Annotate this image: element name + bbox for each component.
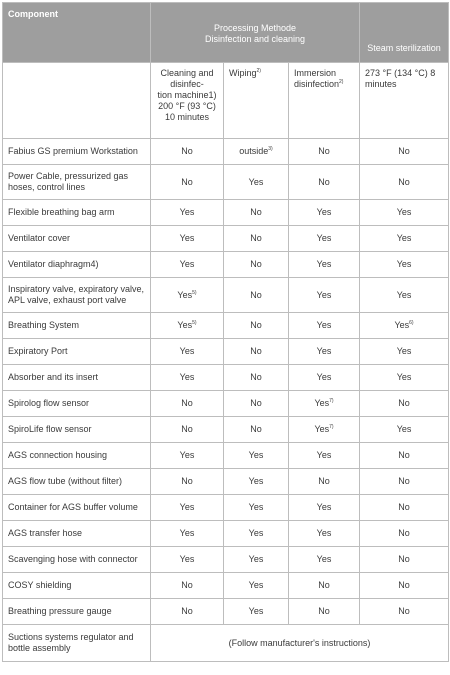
wiping-cell (224, 365, 289, 391)
cleaning-cell (151, 599, 224, 625)
immersion-cell (289, 417, 360, 443)
wiping-cell-text: Yes (248, 554, 264, 564)
reprocessing-table (2, 2, 449, 662)
cleaning-cell-text: No (181, 424, 193, 434)
wiping-cell (224, 599, 289, 625)
table-row (3, 365, 449, 391)
table-row (3, 599, 449, 625)
wiping-cell-text: Yes (248, 450, 264, 460)
steam-cell-text: Yes (394, 320, 410, 330)
cleaning-cell-text: No (181, 476, 193, 486)
cleaning-cell-footnote: 5) (192, 289, 197, 296)
manufacturer-note: (Follow manufacturer's instructions) (151, 625, 449, 662)
steam-cell-text: No (398, 476, 410, 486)
immersion-cell-text: Yes (316, 372, 332, 382)
immersion-cell (289, 547, 360, 573)
steam-cell-text: No (398, 398, 410, 408)
immersion-cell (289, 365, 360, 391)
subheader-wiping (224, 63, 289, 139)
wiping-cell (224, 226, 289, 252)
cleaning-cell-text: No (181, 146, 193, 156)
subheader-steam: 273 °F (134 °C) 8 minutes (360, 63, 449, 139)
component-cell (3, 521, 151, 547)
immersion-cell (289, 200, 360, 226)
wiping-cell (224, 313, 289, 339)
wiping-cell-footnote: 3) (268, 146, 273, 152)
cleaning-cell (151, 200, 224, 226)
cleaning-cell (151, 573, 224, 599)
immersion-cell-text: No (318, 580, 330, 590)
cleaning-cell (151, 252, 224, 278)
table-row (3, 469, 449, 495)
immersion-cell-text: Yes (316, 450, 332, 460)
steam-cell (360, 313, 449, 339)
component-cell-text: Breathing System (8, 320, 80, 330)
cleaning-cell (151, 139, 224, 165)
wiping-cell-text: No (250, 289, 262, 300)
cleaning-cell (151, 495, 224, 521)
table-row (3, 339, 449, 365)
table-row (3, 547, 449, 573)
table-row (3, 165, 449, 200)
component-cell-text: SpiroLife flow sensor (8, 424, 92, 434)
component-cell (3, 573, 151, 599)
cleaning-cell-text: Yes (179, 207, 195, 217)
component-cell (3, 200, 151, 226)
component-cell-text: AGS flow tube (without filter) (8, 476, 123, 486)
table-row-suction (3, 625, 449, 662)
steam-cell (360, 599, 449, 625)
immersion-cell (289, 339, 360, 365)
cleaning-cell (151, 165, 224, 200)
wiping-cell-text: Yes (248, 606, 264, 616)
wiping-cell-text: Yes (248, 476, 264, 486)
steam-cell (360, 547, 449, 573)
component-cell-text: Breathing pressure gauge (8, 606, 112, 616)
wiping-cell (224, 165, 289, 200)
component-cell (3, 139, 151, 165)
cleaning-cell (151, 521, 224, 547)
steam-cell-text: No (398, 606, 410, 616)
immersion-cell-text: Yes (316, 528, 332, 538)
subheader-cleaning (151, 63, 224, 139)
cleaning-cell (151, 339, 224, 365)
immersion-cell-text: Yes (314, 424, 330, 434)
component-cell (3, 226, 151, 252)
cleaning-cell-text: Yes (179, 528, 195, 538)
cleaning-cell (151, 226, 224, 252)
subheader-immersion-footnote: 2) (339, 79, 344, 85)
wiping-cell (224, 521, 289, 547)
table-row (3, 278, 449, 313)
wiping-cell (224, 278, 289, 313)
cleaning-cell-text: Yes (179, 450, 195, 460)
table-row (3, 313, 449, 339)
component-cell-text: Expiratory Port (8, 346, 68, 356)
component-cell (3, 278, 151, 313)
immersion-cell (289, 139, 360, 165)
cleaning-cell (151, 417, 224, 443)
component-cell-text: COSY shielding (8, 580, 72, 590)
immersion-cell-text: Yes (316, 502, 332, 512)
cleaning-cell-text: Yes (177, 289, 193, 300)
component-cell-text: AGS connection housing (8, 450, 108, 460)
component-cell-text: Power Cable, pressurized gas hoses, control lines (8, 171, 129, 192)
steam-cell (360, 443, 449, 469)
immersion-cell (289, 469, 360, 495)
immersion-cell-text: Yes (316, 207, 332, 217)
component-cell (3, 443, 151, 469)
component-cell (3, 599, 151, 625)
steam-cell-text: No (398, 450, 410, 460)
table-row (3, 417, 449, 443)
wiping-cell-text: No (250, 233, 262, 243)
immersion-cell (289, 573, 360, 599)
steam-cell (360, 226, 449, 252)
immersion-cell-text: Yes (314, 398, 330, 408)
immersion-cell (289, 443, 360, 469)
component-cell-text: Fabius GS premium Workstation (8, 146, 138, 156)
steam-cell (360, 391, 449, 417)
steam-cell (360, 469, 449, 495)
component-cell (3, 252, 151, 278)
steam-cell (360, 573, 449, 599)
steam-cell-text: No (398, 554, 410, 564)
steam-cell-text: No (398, 146, 410, 156)
steam-cell-text: No (398, 176, 410, 187)
cleaning-cell (151, 365, 224, 391)
immersion-cell (289, 391, 360, 417)
steam-cell-text: Yes (396, 424, 412, 434)
cleaning-cell-text: Yes (179, 502, 195, 512)
component-cell: Suctions systems regulator and bottle assembly (3, 625, 151, 662)
wiping-cell-text: No (250, 372, 262, 382)
immersion-cell-text: No (318, 476, 330, 486)
component-cell (3, 547, 151, 573)
wiping-cell-text: No (250, 259, 262, 269)
wiping-cell (224, 139, 289, 165)
cleaning-cell-text: No (181, 398, 193, 408)
wiping-cell-text: No (250, 398, 262, 408)
steam-cell (360, 165, 449, 200)
steam-cell (360, 417, 449, 443)
component-cell (3, 365, 151, 391)
component-cell-text: Ventilator cover (8, 233, 71, 243)
immersion-cell-text: Yes (316, 554, 332, 564)
immersion-cell (289, 252, 360, 278)
immersion-cell (289, 521, 360, 547)
wiping-cell-text: No (250, 207, 262, 217)
table-row (3, 521, 449, 547)
immersion-cell-footnote: 7) (329, 424, 334, 430)
steam-cell-text: Yes (396, 207, 412, 217)
wiping-cell-text: Yes (248, 528, 264, 538)
wiping-cell (224, 417, 289, 443)
component-cell (3, 313, 151, 339)
subheader-cleaning-line: 200 °F (93 °C) (158, 101, 216, 111)
subheader-cleaning-line: disinfec- (170, 79, 204, 89)
subheader-cleaning-line: Cleaning and (160, 68, 214, 78)
component-cell-text: Absorber and its insert (8, 372, 99, 382)
steam-cell-text: Yes (396, 289, 412, 300)
component-cell-text: Ventilator diaphragm4) (8, 259, 99, 269)
steam-cell-text: Yes (396, 233, 412, 243)
wiping-cell-text: outside (239, 146, 269, 156)
cleaning-cell-footnote: 5) (192, 320, 197, 326)
component-cell-text: Container for AGS buffer volume (8, 502, 138, 512)
table-row (3, 252, 449, 278)
wiping-cell (224, 495, 289, 521)
subheader-wiping-text: Wiping (229, 68, 257, 78)
immersion-cell (289, 599, 360, 625)
cleaning-cell (151, 443, 224, 469)
cleaning-cell (151, 547, 224, 573)
component-cell-text: AGS transfer hose (8, 528, 83, 538)
cleaning-cell-text: No (181, 606, 193, 616)
table-row (3, 226, 449, 252)
wiping-cell (224, 443, 289, 469)
immersion-cell-text: No (318, 176, 330, 187)
wiping-cell-text: Yes (248, 580, 264, 590)
immersion-cell-text: Yes (316, 259, 332, 269)
subheader-immersion-text: Immersion disinfection (294, 68, 340, 89)
table-body (3, 139, 449, 625)
immersion-cell-footnote: 7) (329, 398, 334, 404)
cleaning-cell (151, 391, 224, 417)
cleaning-cell-text: Yes (179, 372, 195, 382)
steam-cell-footnote: 6) (409, 320, 414, 326)
wiping-cell-text: Yes (248, 176, 264, 187)
steam-cell (360, 521, 449, 547)
wiping-cell (224, 200, 289, 226)
cleaning-cell (151, 313, 224, 339)
steam-cell (360, 339, 449, 365)
steam-cell (360, 139, 449, 165)
header-steam: Steam sterilization (360, 3, 449, 63)
immersion-cell (289, 495, 360, 521)
component-cell (3, 391, 151, 417)
component-cell (3, 339, 151, 365)
component-cell (3, 417, 151, 443)
cleaning-cell-text: Yes (179, 259, 195, 269)
subheader-cleaning-line: tion machine1) (157, 90, 217, 100)
immersion-cell-text: Yes (316, 233, 332, 243)
cleaning-cell-text: Yes (179, 346, 195, 356)
table-row (3, 573, 449, 599)
subheader-empty (3, 63, 151, 139)
table-row (3, 139, 449, 165)
cleaning-cell-text: Yes (179, 554, 195, 564)
cleaning-cell-text: Yes (179, 233, 195, 243)
cleaning-cell-text: No (181, 580, 193, 590)
steam-cell-text: No (398, 580, 410, 590)
steam-cell (360, 200, 449, 226)
immersion-cell-text: Yes (316, 289, 332, 300)
header-processing-line1: Processing Methode (213, 22, 297, 33)
wiping-cell (224, 573, 289, 599)
wiping-cell (224, 252, 289, 278)
component-cell-text: Scavenging hose with connector (8, 554, 138, 564)
steam-cell-text: No (398, 502, 410, 512)
wiping-cell-text: No (250, 320, 262, 330)
steam-cell (360, 252, 449, 278)
immersion-cell (289, 226, 360, 252)
immersion-cell (289, 313, 360, 339)
wiping-cell-text: No (250, 424, 262, 434)
wiping-cell (224, 339, 289, 365)
immersion-cell-text: No (318, 146, 330, 156)
subheader-wiping-footnote: 2) (256, 68, 261, 74)
immersion-cell-text: No (318, 606, 330, 616)
component-cell-text: Spirolog flow sensor (8, 398, 90, 408)
steam-cell (360, 278, 449, 313)
immersion-cell-text: Yes (316, 346, 332, 356)
steam-cell (360, 365, 449, 391)
steam-cell-text: Yes (396, 346, 412, 356)
immersion-cell-text: Yes (316, 320, 332, 330)
wiping-cell-text: Yes (248, 502, 264, 512)
header-processing (151, 3, 360, 63)
steam-cell-text: Yes (396, 259, 412, 269)
component-cell-text: Flexible breathing bag arm (8, 207, 115, 217)
steam-cell-text: Yes (396, 372, 412, 382)
wiping-cell (224, 469, 289, 495)
cleaning-cell-text: Yes (177, 320, 193, 330)
cleaning-cell (151, 278, 224, 313)
cleaning-cell-text: No (181, 176, 193, 187)
wiping-cell (224, 391, 289, 417)
wiping-cell-text: No (250, 346, 262, 356)
cleaning-cell (151, 469, 224, 495)
wiping-cell (224, 547, 289, 573)
subheader-cleaning-line: 10 minutes (164, 112, 210, 122)
header-component: Component (3, 3, 151, 63)
table-row (3, 495, 449, 521)
component-cell-text: Inspiratory valve, expiratory valve, APL valve, exhaust port valve (8, 284, 145, 305)
immersion-cell (289, 165, 360, 200)
component-cell (3, 469, 151, 495)
table-row (3, 443, 449, 469)
table-row (3, 391, 449, 417)
steam-cell-text: No (398, 528, 410, 538)
immersion-cell (289, 278, 360, 313)
header-processing-line2: Disinfection and cleaning (204, 33, 306, 44)
component-cell (3, 495, 151, 521)
subheader-immersion (289, 63, 360, 139)
table-row (3, 200, 449, 226)
steam-cell (360, 495, 449, 521)
component-cell (3, 165, 151, 200)
